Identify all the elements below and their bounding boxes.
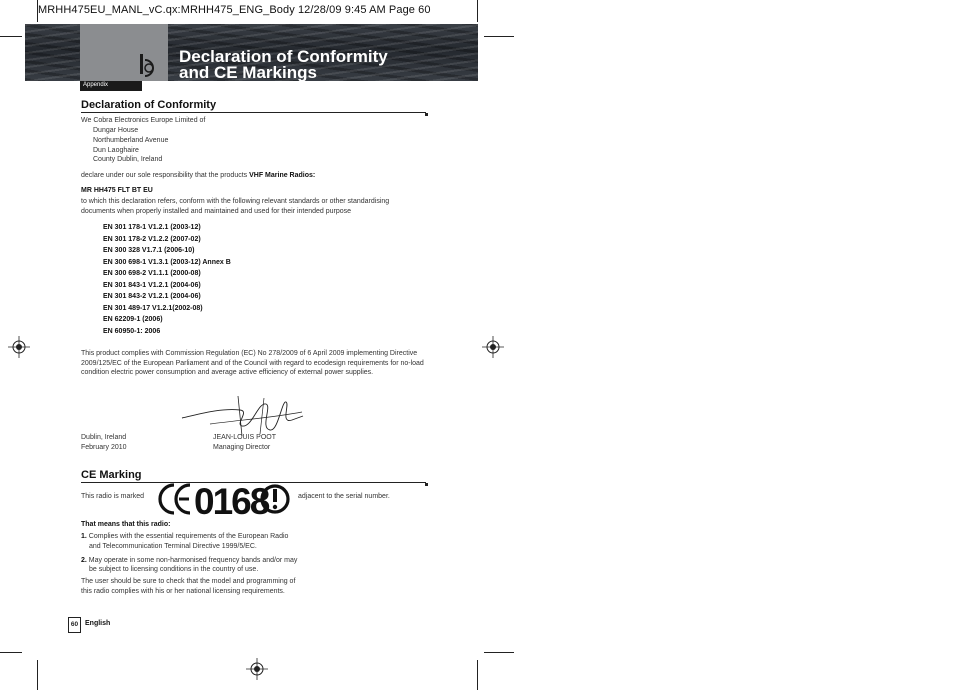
- registration-mark-icon: [482, 336, 504, 358]
- heading-bullet: [425, 113, 428, 116]
- item-text: May operate in some non-harmonised frequency bands and/or may: [88, 557, 298, 564]
- conform-text: to which this declaration refers, conform with the following relevant standards or other standardising: [81, 198, 390, 205]
- declaration-heading: [81, 99, 426, 113]
- crop-mark: [0, 36, 22, 37]
- licensing-note: this radio complies with his or her national licensing requirements.: [81, 588, 285, 595]
- conform-text: documents when properly installed and maintained and used for their intended purpose: [81, 208, 352, 215]
- appendix-label: Appendix: [83, 82, 109, 88]
- language-label: English: [85, 620, 111, 627]
- crop-mark: [484, 652, 514, 653]
- regulation-paragraph: This product complies with Commission Regulation (EC) No 278/2009 of 6 April 2009 implementing Directive 2009/125/EC of the European Parliament and of the Council with regard to ecodesign requirements for no-load condition electric power consumption and average active efficiency of external power supplies.: [81, 350, 424, 377]
- item-number: 1.: [81, 533, 87, 540]
- standard-item: EN 60950-1: 2006: [103, 327, 161, 335]
- radio-antenna-icon: [136, 52, 160, 78]
- crop-mark: [477, 0, 478, 22]
- registration-mark-icon: [8, 336, 30, 358]
- licensing-note: The user should be sure to check that the model and programming of: [81, 578, 296, 585]
- standard-item: EN 301 178-1 V1.2.1 (2003-12): [103, 224, 201, 231]
- marked-suffix: adjacent to the serial number.: [298, 493, 390, 500]
- ce-heading-text: CE Marking: [81, 469, 142, 481]
- standards-list: [103, 222, 231, 337]
- crop-mark: [37, 0, 38, 22]
- means-heading: That means that this radio:: [81, 521, 171, 528]
- crop-mark: [484, 36, 514, 37]
- declare-prefix: declare under our sole responsibility that the products: [81, 172, 250, 179]
- standard-item: EN 300 698-2 V1.1.1 (2000-08): [103, 270, 201, 277]
- crop-mark: [477, 660, 478, 690]
- declare-statement: [81, 171, 315, 181]
- standard-item: EN 62209-1 (2006): [103, 316, 163, 323]
- appendix-tab: [80, 81, 142, 91]
- registration-mark-icon: [246, 658, 268, 680]
- declaration-intro: We Cobra Electronics Europe Limited of: [81, 117, 206, 124]
- address-line: Dungar House: [93, 127, 139, 134]
- item-text: Complies with the essential requirements of the European Radio: [88, 533, 289, 540]
- standard-item: EN 300 698-1 V1.3.1 (2003-12) Annex B: [103, 258, 231, 266]
- heading-bullet: [425, 483, 428, 486]
- page-number: 60: [68, 617, 81, 633]
- ce-mark-icon: [150, 480, 292, 518]
- standard-item: EN 301 489-17 V1.2.1(2002-08): [103, 304, 203, 312]
- address-line: County Dublin, Ireland: [93, 156, 163, 163]
- standard-item: EN 301 843-1 V1.2.1 (2004-06): [103, 281, 201, 289]
- signature-icon: [180, 394, 305, 438]
- standard-item: EN 300 328 V1.7.1 (2006-10): [103, 247, 195, 254]
- address-line: Dun Laoghaire: [93, 147, 139, 154]
- print-slug: MRHH475EU_MANL_vC.qx:MRHH475_ENG_Body 12/28/09 9:45 AM Page 60: [38, 4, 431, 16]
- declare-products: VHF Marine Radios:: [249, 172, 316, 179]
- ce-item: [81, 532, 288, 542]
- signing-place: Dublin, Ireland: [81, 434, 127, 441]
- standard-item: EN 301 843-2 V1.2.1 (2004-06): [103, 293, 201, 300]
- signer-title: Managing Director: [213, 444, 271, 451]
- ce-mark-number: 0168: [194, 481, 269, 518]
- item-text: be subject to licensing conditions in the country of use.: [89, 566, 259, 573]
- page-title: Declaration of Conformity and CE Markings: [179, 47, 388, 81]
- declaration-heading-text: Declaration of Conformity: [81, 99, 217, 111]
- item-text: and Telecommunication Terminal Directive 1999/5/EC.: [89, 543, 257, 550]
- crop-mark: [0, 652, 22, 653]
- header-banner: [25, 24, 478, 81]
- signing-date: February 2010: [81, 444, 127, 451]
- address-line: Northumberland Avenue: [93, 137, 169, 144]
- standard-item: EN 301 178-2 V1.2.2 (2007-02): [103, 235, 201, 243]
- marked-prefix: This radio is marked: [81, 493, 145, 500]
- item-number: 2.: [81, 557, 87, 564]
- crop-mark: [37, 660, 38, 690]
- model-number: MR HH475 FLT BT EU: [81, 187, 153, 194]
- signer-name: JEAN-LOUIS POOT: [213, 434, 277, 441]
